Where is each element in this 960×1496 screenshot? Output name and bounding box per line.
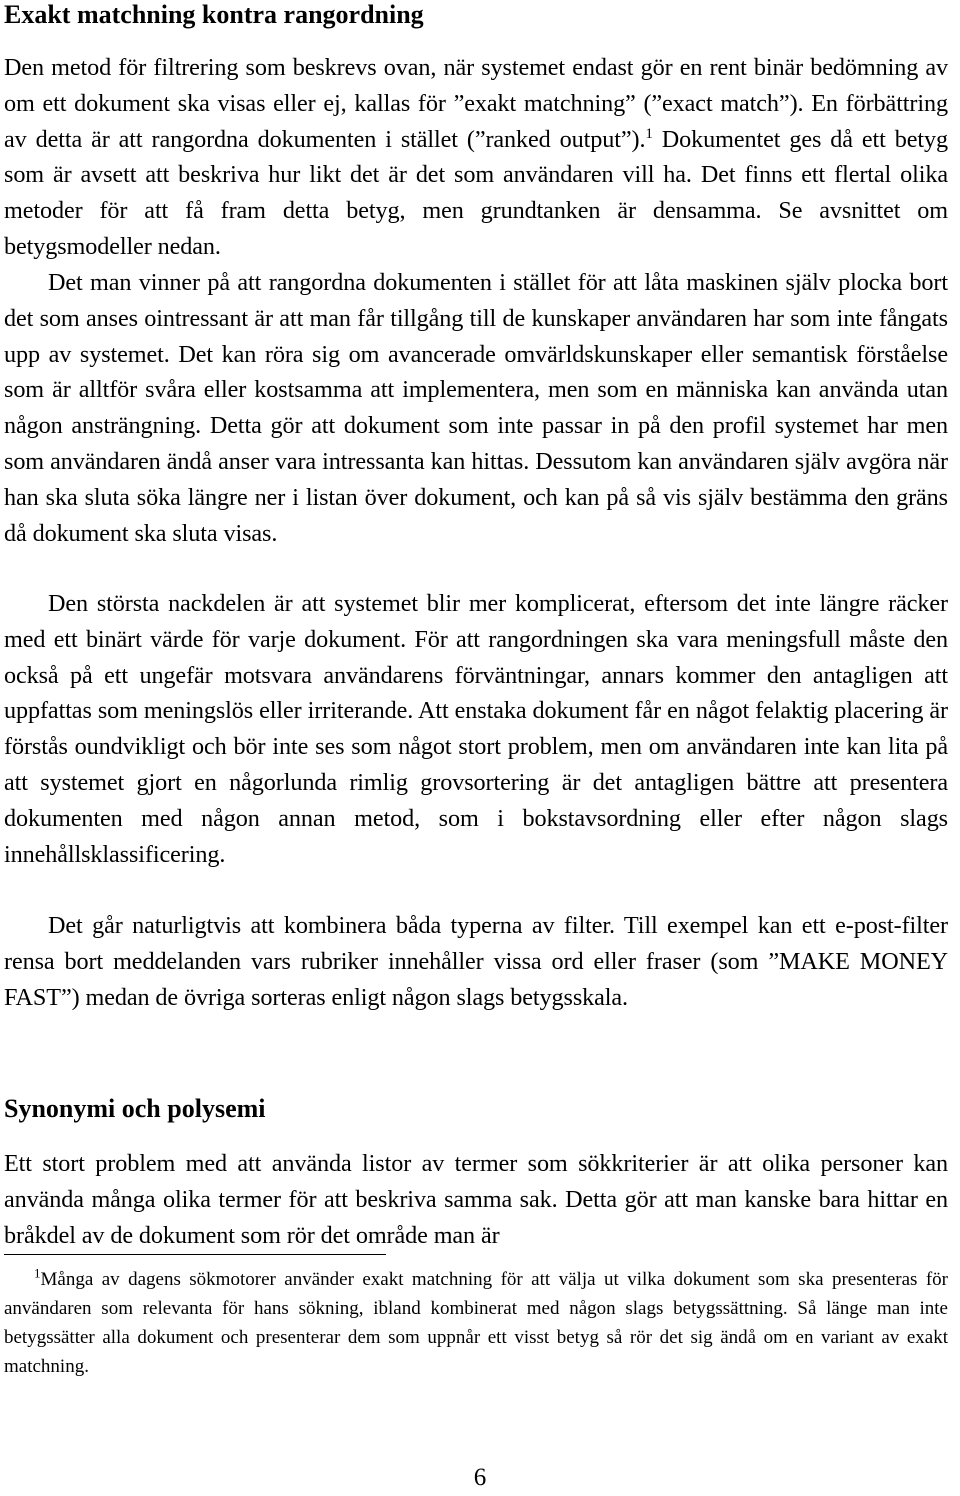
paragraph-ranking-drawbacks: Den största nackdelen är att systemet blir mer komplicerat, eftersom det inte längre räcker med ett binärt värde för varje dokument. För att rangordningen ska vara meningsfull måste den också på ett ungefär motsvara användarens förväntningar, annars kommer den antagligen att uppfattas som meningslös eller irriterande. Att enstaka dokument får en något felaktig placering är förstås oundvikligt och bör inte ses som något stort problem, men om användaren inte kan lita på att systemet gjort en någorlunda rimlig grovsortering är det antagligen bättre att presentera dokumenten med någon annan metod, som i bokstavsordning eller efter någon slags innehållsklassificering. [4,590,948,868]
paragraph-text: Dokumentet ges då ett betyg som är avsett att beskriva hur likt det är det som användaren vill ha. Det finns ett flertal olika metoder för att få fram detta betyg, men grundtanken är densamma. Se avsnittet om betygsmodeller nedan. [4,125,948,260]
paragraph-combined-filters: Det går naturligtvis att kombinera båda typerna av filter. Till exempel kan ett e-post-filter rensa bort meddelanden vars rubriker innehåller vissa ord eller fraser (som ”MAKE MONEY FAST”) medan de övriga sorteras enligt någon slags betygsskala. [4,912,948,1011]
section-heading-synonymy: Synonymi och polysemi [4,1094,266,1123]
footnote-divider [4,1254,386,1255]
footnote-text: Många av dagens sökmotorer använder exakt matchning för att välja ut vilka dokument som ska presenteras för användaren som relevanta för hans sökning, ibland kombinerat med någon slags betygssättning. Så länge man inte betygssätter alla dokument och presenterar dem som uppnår ett visst betyg så rör det sig ändå om en variant av exakt matchning. [4,1269,948,1377]
paragraph-exact-match-intro [4,50,948,265]
footnote-mark: 1 [34,1265,41,1281]
paragraph-ranking-benefits: Det man vinner på att rangordna dokumenten i stället för att låta maskinen själv plocka bort det som anses ointressant är att man får tillgång till de kunskaper användaren har som inte fångats upp av systemet. Det kan röra sig om avancerade omvärldskunskaper eller semantisk förståelse som är alltför svåra eller kostsamma att implementera, men som en människa kan använda utan någon ansträngning. Detta gör att dokument som inte passar in på den profil systemet har men som användaren ändå anser vara intressanta kan hittas. Dessutom kan användaren själv avgöra när han ska sluta söka längre ner i listan över dokument, och kan på så vis själv bestämma den gräns då dokument ska sluta visas. [4,269,948,547]
footnote-reference: 1 [645,125,653,142]
paragraph-text: Den metod för filtrering som beskrevs ovan, när systemet endast gör en rent binär bedömning av om ett dokument ska visas eller ej, kallas för ”exakt matchning” (”exact match”). En förbättring av detta är att rangordna dokumenten i stället (”ranked output”). [4,54,948,153]
page-number: 6 [473,1464,487,1491]
footnote [4,1265,948,1381]
paragraph-synonymy-intro: Ett stort problem med att använda listor av termer som sökkriterier är att olika personer kan använda många olika termer för att beskriva samma sak. Detta gör att man kanske bara hittar en bråkdel av de dokument som rör det område man är [4,1150,948,1249]
section-heading-exact-matching: Exakt matchning kontra rangordning [4,0,424,29]
